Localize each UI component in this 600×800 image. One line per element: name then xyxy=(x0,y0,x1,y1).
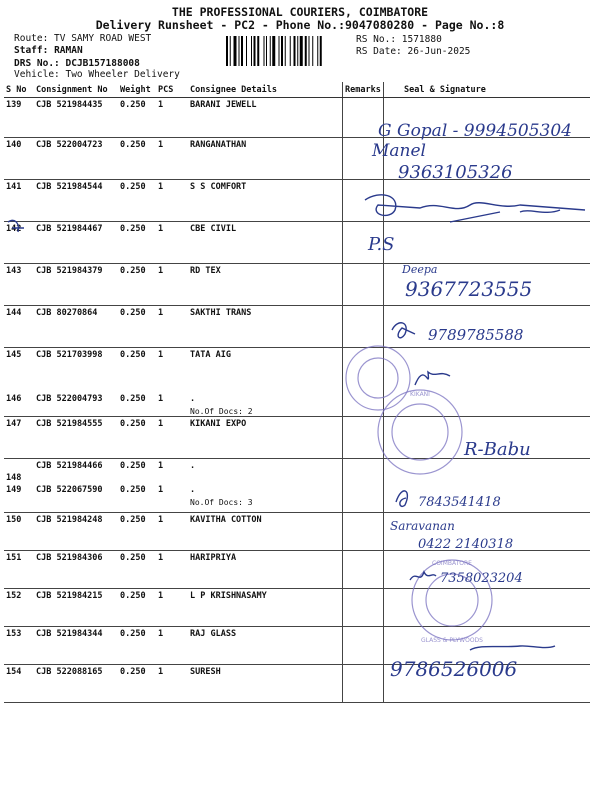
row-sno xyxy=(4,98,34,138)
row-pcs xyxy=(156,180,188,222)
row-remarks xyxy=(343,392,384,417)
col-pcs: PCS xyxy=(156,82,188,98)
stamp-text-coimbatore: COIMBATORE xyxy=(432,560,472,567)
row-sno xyxy=(4,665,34,703)
row-weight xyxy=(118,264,156,306)
row-consignment-no-text: CJB 521984466 xyxy=(36,460,103,471)
row-sno xyxy=(4,627,34,665)
row-pcs-text: 1 xyxy=(158,591,164,601)
row-consignment-no xyxy=(34,392,118,417)
barcode-bar xyxy=(239,36,240,66)
row-consignment-no-text: CJB 521984467 xyxy=(36,224,103,234)
row-consignment-no-text: CJB 521984344 xyxy=(36,629,103,639)
drs-value: DCJB157188008 xyxy=(65,58,140,69)
row-consignment-no-text: CJB 521984555 xyxy=(36,418,103,429)
row-weight xyxy=(118,589,156,627)
row-weight-text: 0.250 xyxy=(120,667,146,677)
table-row xyxy=(4,348,590,392)
row-pcs-text: 1 xyxy=(158,140,164,150)
row-remarks xyxy=(343,222,384,264)
table-row xyxy=(4,513,590,551)
row-sno-text: 153 xyxy=(6,629,22,639)
barcode-bar xyxy=(241,36,243,66)
row-consignment-no xyxy=(34,348,118,392)
row-pcs xyxy=(156,264,188,306)
table-row xyxy=(4,551,590,589)
stamp-text-glass: GLASS & PLYWOODS xyxy=(421,637,483,644)
runsheet-title: Delivery Runsheet - PC2 - Phone No.:9047080280 - Page No.:8 xyxy=(95,18,505,32)
row-consignment-no xyxy=(34,513,118,551)
row-consignment-no xyxy=(34,98,118,138)
row-weight-text: 0.250 xyxy=(120,515,146,525)
row-pcs-text: 1 xyxy=(158,629,164,639)
row-sno-text: 148 xyxy=(6,472,22,483)
row-pcs-text: 1 xyxy=(158,553,164,563)
row-pcs-text: 1 xyxy=(158,484,164,495)
row-consignee xyxy=(188,180,343,222)
rs-date: RS Date: 26-Jun-2025 xyxy=(356,46,471,57)
row-consignment-no xyxy=(34,589,118,627)
table-header-row xyxy=(4,82,590,98)
row-remarks xyxy=(343,348,384,392)
row-consignee xyxy=(188,264,343,306)
row-pcs xyxy=(156,392,188,417)
row-sno xyxy=(4,416,34,458)
barcode-bar xyxy=(305,36,307,66)
table-row xyxy=(4,392,590,417)
row-remarks xyxy=(343,306,384,348)
row-sno-text: 141 xyxy=(6,182,22,192)
handwritten-manel: Manel xyxy=(372,141,426,161)
row-weight xyxy=(118,458,156,483)
row-consignment-no xyxy=(34,665,118,703)
row-consignment-no xyxy=(34,551,118,589)
barcode-bar xyxy=(272,36,275,66)
barcode xyxy=(226,36,350,66)
row-weight xyxy=(118,551,156,589)
barcode-bar xyxy=(309,36,310,66)
row-sno-text: 140 xyxy=(6,140,22,150)
row-weight-text: 0.250 xyxy=(120,393,146,404)
row-consignment-no-text: CJB 521984215 xyxy=(36,591,103,601)
row-weight-text: 0.250 xyxy=(120,418,146,429)
row-sno xyxy=(4,589,34,627)
barcode-bar xyxy=(266,36,267,66)
row-consignee-text: . xyxy=(190,460,196,471)
row-signature-cell xyxy=(384,458,591,483)
row-pcs xyxy=(156,589,188,627)
row-consignee-text: KIKANI EXPO xyxy=(190,418,247,429)
row-signature-cell xyxy=(384,264,591,306)
row-signature-cell xyxy=(384,306,591,348)
row-sno-text: 149 xyxy=(6,484,22,495)
row-signature-cell xyxy=(384,98,591,138)
row-pcs xyxy=(156,513,188,551)
row-consignee-text: SURESH xyxy=(190,667,221,677)
row-sno xyxy=(4,483,34,513)
row-consignee xyxy=(188,348,343,392)
row-consignee-text: . xyxy=(190,393,196,404)
row-pcs-text: 1 xyxy=(158,667,164,677)
row-remarks xyxy=(343,138,384,180)
row-consignee xyxy=(188,665,343,703)
row-consignee-text: . xyxy=(190,484,196,495)
barcode-bar xyxy=(312,36,313,66)
staff-label: Staff: xyxy=(14,45,49,56)
row-remarks xyxy=(343,416,384,458)
row-weight-text: 0.250 xyxy=(120,182,146,192)
col-signature: Seal & Signature xyxy=(384,82,591,98)
row-consignee-text: RAJ GLASS xyxy=(190,629,237,639)
row-weight xyxy=(118,98,156,138)
handwritten-phone-144: 9789785588 xyxy=(428,326,524,344)
row-consignment-no xyxy=(34,458,118,483)
barcode-bar xyxy=(264,36,265,66)
row-sno xyxy=(4,551,34,589)
row-remarks xyxy=(343,551,384,589)
row-doc-count: No.Of Docs: 2 xyxy=(190,406,253,416)
barcode-bar xyxy=(226,36,228,66)
row-sno xyxy=(4,513,34,551)
runsheet-table xyxy=(4,82,590,703)
handwritten-phone-151: 0422 2140318 xyxy=(418,537,514,552)
row-weight xyxy=(118,627,156,665)
row-consignment-no-text: CJB 522067590 xyxy=(36,484,103,495)
col-weight: Weight xyxy=(118,82,156,98)
row-consignment-no-text: CJB 521703998 xyxy=(36,350,103,360)
vehicle-label: Vehicle: Two Wheeler Delivery xyxy=(14,69,180,80)
row-weight-text: 0.250 xyxy=(120,100,146,110)
row-weight xyxy=(118,513,156,551)
row-consignee xyxy=(188,458,343,483)
row-consignment-no-text: CJB 521984435 xyxy=(36,100,103,110)
row-consignee-text: CBE CIVIL xyxy=(190,224,237,234)
row-remarks xyxy=(343,627,384,665)
table-row xyxy=(4,665,590,703)
row-signature-cell xyxy=(384,222,591,264)
row-sno xyxy=(4,392,34,417)
row-signature-cell xyxy=(384,513,591,551)
row-sno xyxy=(4,180,34,222)
row-pcs-text: 1 xyxy=(158,100,164,110)
row-weight xyxy=(118,416,156,458)
row-pcs xyxy=(156,306,188,348)
barcode-bar xyxy=(317,36,318,66)
row-pcs-text: 1 xyxy=(158,308,164,318)
barcode-bar xyxy=(285,36,286,66)
barcode-bar xyxy=(257,36,259,66)
barcode-bar xyxy=(254,36,256,66)
row-consignment-no-text: CJB 521984544 xyxy=(36,182,103,192)
row-sno-text: 146 xyxy=(6,393,22,404)
row-weight xyxy=(118,306,156,348)
table-row xyxy=(4,627,590,665)
row-consignee-text: TATA AIG xyxy=(190,350,231,360)
handwritten-phone-140: 9363105326 xyxy=(398,162,513,183)
row-consignee-text: HARIPRIYA xyxy=(190,553,237,563)
row-consignee-text: KAVITHA COTTON xyxy=(190,515,262,525)
row-pcs xyxy=(156,222,188,264)
row-pcs-text: 1 xyxy=(158,182,164,192)
row-sno-text: 152 xyxy=(6,591,22,601)
row-consignment-no xyxy=(34,138,118,180)
row-weight xyxy=(118,138,156,180)
row-pcs-text: 1 xyxy=(158,418,164,429)
barcode-bar xyxy=(300,36,303,66)
row-remarks xyxy=(343,513,384,551)
row-weight-text: 0.250 xyxy=(120,629,146,639)
row-weight-text: 0.250 xyxy=(120,460,146,471)
row-consignee-text: RANGANATHAN xyxy=(190,140,247,150)
company-title: THE PROFESSIONAL COURIERS, COIMBATORE xyxy=(171,5,429,19)
row-consignee xyxy=(188,513,343,551)
row-consignment-no xyxy=(34,483,118,513)
barcode-bar xyxy=(230,36,231,66)
row-consignment-no xyxy=(34,264,118,306)
row-consignment-no-text: CJB 521984379 xyxy=(36,266,103,276)
row-consignee xyxy=(188,392,343,417)
row-consignment-no xyxy=(34,222,118,264)
route-label: Route: TV SAMY ROAD WEST xyxy=(14,33,152,44)
row-remarks xyxy=(343,458,384,483)
row-signature-cell xyxy=(384,627,591,665)
row-pcs xyxy=(156,348,188,392)
row-weight xyxy=(118,483,156,513)
row-pcs-text: 1 xyxy=(158,460,164,471)
row-sno-text: 143 xyxy=(6,266,22,276)
barcode-bar xyxy=(251,36,252,66)
row-weight-text: 0.250 xyxy=(120,553,146,563)
barcode-bar xyxy=(297,36,298,66)
row-pcs xyxy=(156,627,188,665)
row-pcs xyxy=(156,551,188,589)
handwritten-gopal: G Gopal - 9994505304 xyxy=(378,121,572,141)
handwritten-phone-143: 9367723555 xyxy=(405,277,533,301)
row-consignee xyxy=(188,627,343,665)
barcode-bar xyxy=(246,36,247,66)
handwritten-rbabu: R-Babu xyxy=(464,439,531,460)
row-weight-text: 0.250 xyxy=(120,140,146,150)
row-signature-cell xyxy=(384,180,591,222)
row-sno-text: 147 xyxy=(6,418,22,429)
row-pcs xyxy=(156,416,188,458)
row-remarks xyxy=(343,264,384,306)
row-weight xyxy=(118,392,156,417)
row-consignee xyxy=(188,551,343,589)
row-sno xyxy=(4,458,34,483)
row-sno-text: 154 xyxy=(6,667,22,677)
row-sno-text: 142 xyxy=(6,224,22,234)
row-signature-cell xyxy=(384,138,591,180)
row-signature-cell xyxy=(384,416,591,458)
handwritten-ps: P.S xyxy=(368,234,395,255)
row-consignment-no xyxy=(34,180,118,222)
handwritten-phone-154: 9786526006 xyxy=(390,657,518,681)
row-pcs-text: 1 xyxy=(158,224,164,234)
row-remarks xyxy=(343,665,384,703)
row-weight-text: 0.250 xyxy=(120,484,146,495)
handwritten-phone-150: 7843541418 xyxy=(418,495,501,510)
row-pcs-text: 1 xyxy=(158,515,164,525)
barcode-bar xyxy=(279,36,280,66)
row-pcs xyxy=(156,458,188,483)
row-signature-cell xyxy=(384,392,591,417)
row-pcs-text: 1 xyxy=(158,393,164,404)
row-consignment-no-text: CJB 80270864 xyxy=(36,308,98,318)
col-consignment: Consignment No xyxy=(34,82,118,98)
table-row xyxy=(4,416,590,458)
row-consignee xyxy=(188,483,343,513)
row-consignee xyxy=(188,306,343,348)
row-pcs xyxy=(156,138,188,180)
row-weight-text: 0.250 xyxy=(120,591,146,601)
row-pcs xyxy=(156,98,188,138)
barcode-bar xyxy=(294,36,296,66)
table-row xyxy=(4,483,590,513)
row-weight-text: 0.250 xyxy=(120,224,146,234)
row-consignment-no xyxy=(34,627,118,665)
row-consignment-no-text: CJB 522088165 xyxy=(36,667,103,677)
handwritten-saravanan: Saravanan xyxy=(390,519,455,533)
staff-value: RAMAN xyxy=(54,45,83,56)
row-sno-text: 150 xyxy=(6,515,22,525)
row-pcs xyxy=(156,665,188,703)
row-consignee xyxy=(188,222,343,264)
row-pcs xyxy=(156,483,188,513)
table-row xyxy=(4,458,590,483)
row-consignment-no-text: CJB 521984248 xyxy=(36,515,103,525)
row-sno xyxy=(4,138,34,180)
table-row xyxy=(4,222,590,264)
row-signature-cell xyxy=(384,348,591,392)
barcode-bar xyxy=(290,36,291,66)
row-weight-text: 0.250 xyxy=(120,350,146,360)
row-consignment-no xyxy=(34,416,118,458)
row-consignment-no xyxy=(34,306,118,348)
table-row xyxy=(4,589,590,627)
row-signature-cell xyxy=(384,665,591,703)
row-weight xyxy=(118,665,156,703)
row-consignment-no-text: CJB 521984306 xyxy=(36,553,103,563)
row-consignee xyxy=(188,416,343,458)
table-row xyxy=(4,98,590,138)
col-sno: S No xyxy=(4,82,34,98)
barcode-bar xyxy=(281,36,283,66)
row-sno-text: 151 xyxy=(6,553,22,563)
row-pcs-text: 1 xyxy=(158,350,164,360)
row-signature-cell xyxy=(384,589,591,627)
table-row xyxy=(4,306,590,348)
row-weight xyxy=(118,348,156,392)
barcode-bar xyxy=(270,36,271,66)
row-weight-text: 0.250 xyxy=(120,308,146,318)
table-row xyxy=(4,138,590,180)
col-consignee: Consignee Details xyxy=(188,82,343,98)
row-sno xyxy=(4,264,34,306)
row-remarks xyxy=(343,98,384,138)
handwritten-phone-152: 7358023204 xyxy=(440,571,523,586)
row-doc-count: No.Of Docs: 3 xyxy=(190,497,253,507)
row-remarks xyxy=(343,589,384,627)
row-signature-cell xyxy=(384,483,591,513)
row-consignee xyxy=(188,138,343,180)
row-signature-cell xyxy=(384,551,591,589)
drs-label: DRS No.: xyxy=(14,58,60,69)
row-weight xyxy=(118,222,156,264)
row-sno-text: 139 xyxy=(6,100,22,110)
row-sno-text: 144 xyxy=(6,308,22,318)
row-remarks xyxy=(343,483,384,513)
row-consignment-no-text: CJB 522004793 xyxy=(36,393,103,404)
stamp-text-kikani: KIKANI xyxy=(410,391,430,398)
row-consignment-no-text: CJB 522004723 xyxy=(36,140,103,150)
row-consignee-text: SAKTHI TRANS xyxy=(190,308,252,318)
rs-number: RS No.: 1571880 xyxy=(356,34,442,45)
row-weight-text: 0.250 xyxy=(120,266,146,276)
row-consignee-text: L P KRISHNASAMY xyxy=(190,591,267,601)
row-weight xyxy=(118,180,156,222)
staff-line xyxy=(14,45,83,56)
row-consignee xyxy=(188,98,343,138)
row-consignee-text: BARANI JEWELL xyxy=(190,100,257,110)
table-row xyxy=(4,180,590,222)
row-sno xyxy=(4,348,34,392)
row-sno xyxy=(4,222,34,264)
row-consignee-text: RD TEX xyxy=(190,266,221,276)
row-consignee xyxy=(188,589,343,627)
col-remarks: Remarks xyxy=(343,82,384,98)
row-remarks xyxy=(343,180,384,222)
table-row xyxy=(4,264,590,306)
barcode-bar xyxy=(320,36,322,66)
row-sno xyxy=(4,306,34,348)
row-pcs-text: 1 xyxy=(158,266,164,276)
barcode-bar xyxy=(234,36,237,66)
handwritten-deepa: Deepa xyxy=(402,263,438,276)
row-consignee-text: S S COMFORT xyxy=(190,182,247,192)
row-sno-text: 145 xyxy=(6,350,22,360)
drs-line xyxy=(14,58,140,69)
